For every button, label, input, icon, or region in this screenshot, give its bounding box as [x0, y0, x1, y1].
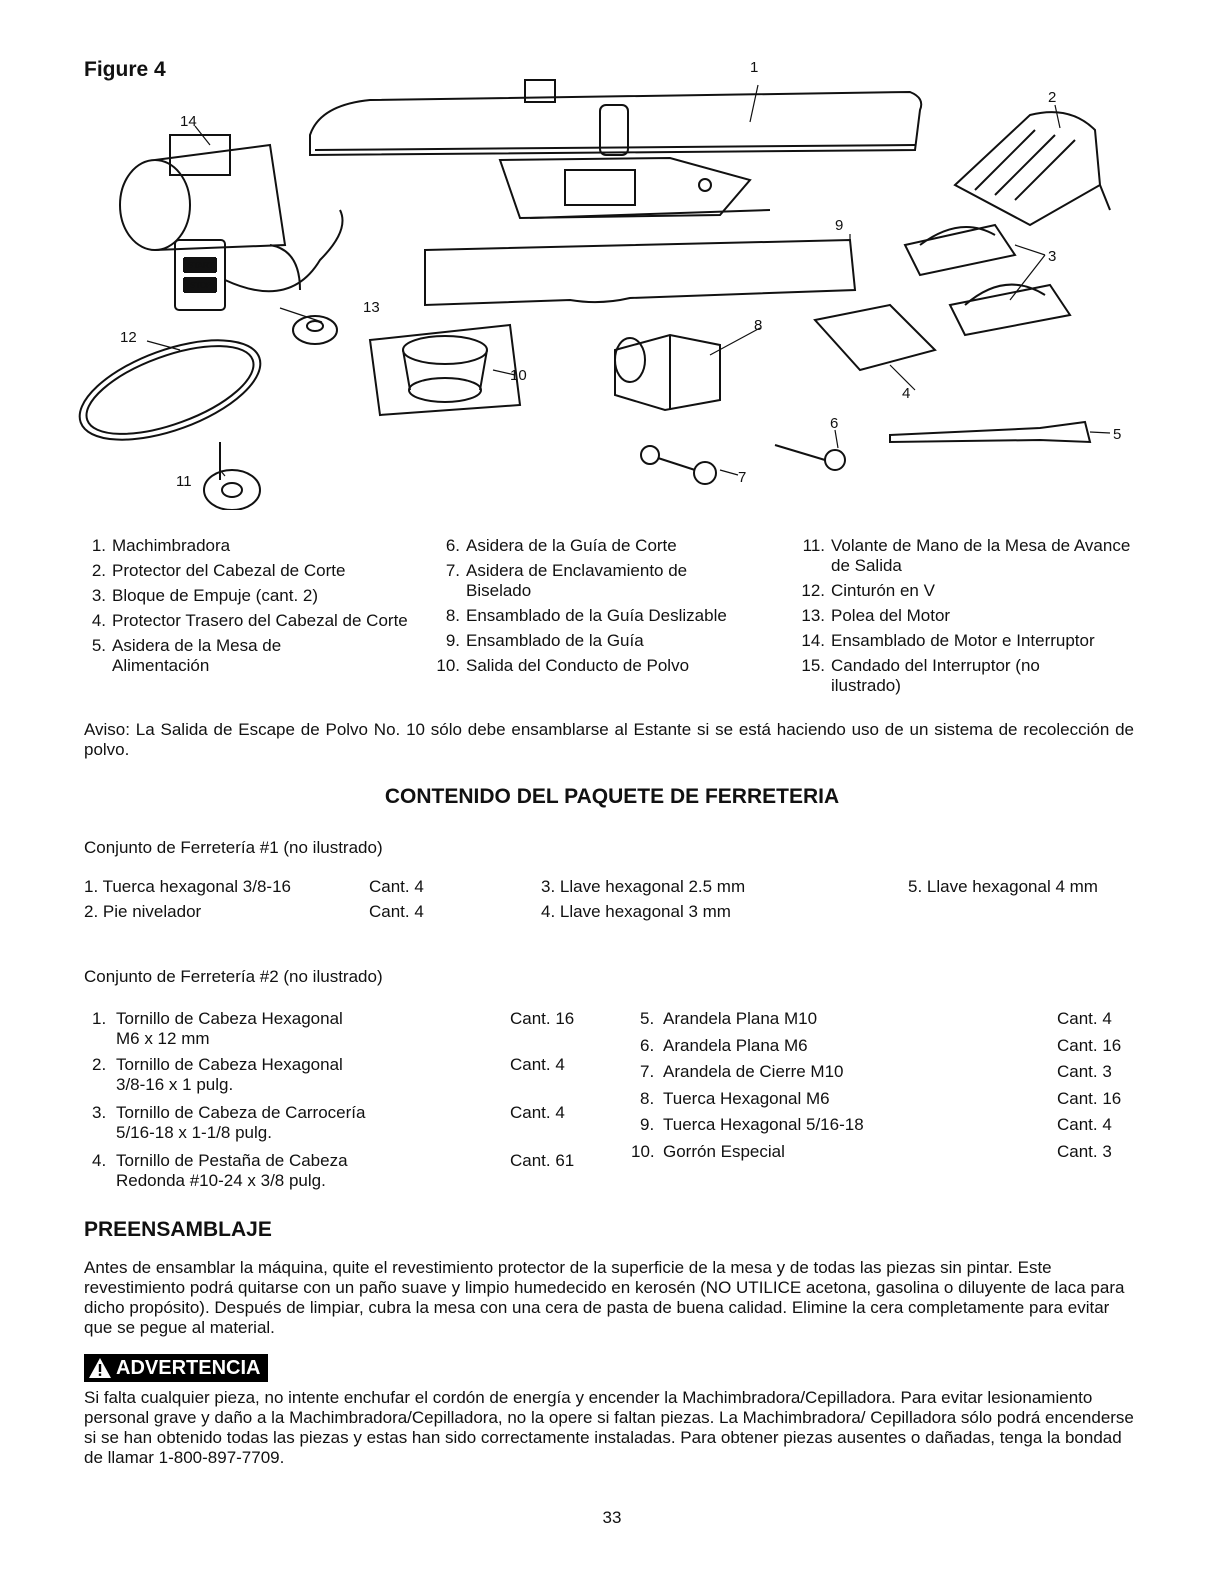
callout-8: 8	[754, 317, 763, 334]
item-description: Tornillo de Pestaña de Cabeza	[116, 1151, 348, 1170]
warning-label: ADVERTENCIA	[116, 1356, 261, 1379]
quantity-cell: Cant. 4	[1057, 1009, 1112, 1028]
list-item: 8. Ensamblado de la Guía Deslizable	[445, 606, 727, 625]
item-number: 10.	[631, 1142, 655, 1161]
page-number: 33	[602, 1508, 622, 1527]
parts-list-column-3	[797, 536, 1142, 701]
preassembly-text: Antes de ensamblar la máquina, quite el revestimiento protector de la superficie de la mesa y de todas las piezas sin pintar. Este revestimiento podrá quitarse con un paño suave y limpio humedecido en kerosén (NO UTILICE acetona, gasolina o diluyente de laca para dicho propósito). Después de limpiar, cubra la mesa con una cera de pasta de buena calidad. Elimine la cera completamente para evitar que se pegue al material.	[84, 1258, 1125, 1337]
item-number: 9.	[640, 1115, 655, 1134]
table-row: 3. Llave hexagonal 2.5 mm	[541, 877, 746, 896]
quantity-cell: Cant. 3	[1057, 1062, 1112, 1081]
quantity-cell: Cant. 16	[1057, 1036, 1122, 1055]
list-item: 9. Ensamblado de la Guía	[445, 631, 644, 650]
item-description: Redonda #10-24 x 3/8 pulg.	[116, 1171, 326, 1190]
motor-drawing	[120, 135, 343, 310]
figure-title: Figure 4	[84, 58, 166, 81]
table-row: 5. Llave hexagonal 4 mm	[908, 877, 1098, 896]
table-row: 2. Pie nivelador	[84, 902, 202, 921]
quantity-cell: Cant. 61	[510, 1151, 575, 1170]
item-description: 3/8-16 x 1 pulg.	[116, 1075, 234, 1094]
slide-fence-drawing	[615, 335, 720, 410]
quantity-cell: Cant. 3	[1057, 1142, 1112, 1161]
list-item: 2. Protector del Cabezal de Corte	[91, 561, 346, 580]
list-item: 12. Cinturón en V	[801, 581, 935, 600]
rear-guard-drawing	[815, 305, 935, 370]
bevel-handle-drawing	[641, 446, 716, 484]
list-item: 10. Salida del Conducto de Polvo	[436, 656, 690, 675]
fence-handle-drawing	[775, 445, 845, 470]
callout-1: 1	[750, 59, 759, 76]
item-description: Arandela Plana M10	[663, 1009, 818, 1028]
dust-chute-drawing	[370, 325, 520, 415]
stop-button-label: STOP	[190, 281, 212, 290]
item-description: Tornillo de Cabeza Hexagonal	[116, 1055, 343, 1074]
callout-6: 6	[830, 415, 839, 432]
quantity-cell: Cant. 4	[369, 877, 424, 896]
callout-12: 12	[120, 329, 137, 346]
callout-5: 5	[1113, 426, 1122, 443]
item-description: 5/16-18 x 1-1/8 pulg.	[116, 1123, 272, 1142]
callout-11: 11	[176, 473, 192, 490]
item-number: 3.	[92, 1103, 107, 1122]
warning-triangle-icon	[88, 1357, 112, 1379]
callout-2: 2	[1048, 89, 1057, 106]
quantity-cell: Cant. 16	[510, 1009, 575, 1028]
parts-list-column-1	[78, 536, 418, 681]
list-item: 11. Volante de Mano de la Mesa de Avance de Salida	[802, 536, 1131, 575]
table-row: 1. Tuerca hexagonal 3/8-16	[84, 877, 291, 896]
callout-13: 13	[363, 299, 380, 316]
list-item: 1. Machimbradora	[91, 536, 231, 555]
quantity-cell: Cant. 4	[510, 1055, 565, 1074]
push-block-drawing	[905, 225, 1070, 335]
item-description: Tuerca Hexagonal M6	[663, 1089, 830, 1108]
quantity-cell: Cant. 4	[1057, 1115, 1112, 1134]
infeed-handle-drawing	[890, 422, 1090, 442]
start-button-label: START	[188, 261, 214, 270]
quantity-cell: Cant. 4	[510, 1103, 565, 1122]
parts-illustration	[70, 50, 1170, 510]
handwheel-drawing	[204, 442, 260, 510]
item-number: 4.	[92, 1151, 107, 1170]
warning-badge	[84, 1354, 268, 1382]
preassembly-heading: PREENSAMBLAJE	[84, 1218, 272, 1241]
item-description: Tornillo de Cabeza Hexagonal	[116, 1009, 343, 1028]
callout-3: 3	[1048, 248, 1057, 265]
callout-9: 9	[835, 217, 844, 234]
warning-text: Si falta cualquier pieza, no intente enchufar el cordón de energía y encender la Machimbradora/Cepilladora. Para evitar lesionamiento personal grave y daño a la Machimbradora/Cepilladora, no la opere si faltan piezas. La Machimbradora/ Cepilladora sólo podrá encenderse si se han obtenido todas las piezas y estas han sido correctamente instaladas. Para obtener piezas ausentes o dañadas, tenga la bondad de llamar 1-800-897-7709.	[84, 1388, 1134, 1467]
list-item: 3. Bloque de Empuje (cant. 2)	[91, 586, 319, 605]
hardware-set-1-label: Conjunto de Ferretería #1 (no ilustrado)	[84, 838, 383, 857]
item-number: 7.	[640, 1062, 655, 1081]
callout-14: 14	[180, 113, 197, 130]
parts-list-column-2	[432, 536, 782, 681]
hardware-section-title: CONTENIDO DEL PAQUETE DE FERRETERIA	[384, 785, 840, 808]
jointer-drawing	[310, 80, 921, 218]
item-description: Gorrón Especial	[663, 1142, 785, 1161]
list-item: 5. Asidera de la Mesa de Alimentación	[91, 636, 282, 675]
quantity-cell: Cant. 16	[1057, 1089, 1122, 1108]
callout-4: 4	[902, 385, 911, 402]
item-description: M6 x 12 mm	[116, 1029, 210, 1048]
quantity-cell: Cant. 4	[369, 902, 424, 921]
list-item: 4. Protector Trasero del Cabezal de Corte	[91, 611, 408, 630]
item-description: Tuerca Hexagonal 5/16-18	[663, 1115, 864, 1134]
dust-notice: Aviso: La Salida de Escape de Polvo No. 10 sólo debe ensamblarse al Estante si se está haciendo uso de un sistema de recolección de polvo.	[84, 720, 1134, 759]
hardware-set-2-label: Conjunto de Ferretería #2 (no ilustrado)	[84, 967, 383, 986]
item-number: 6.	[640, 1036, 655, 1055]
cutterhead-guard-drawing	[955, 112, 1110, 225]
list-item: 7. Asidera de Enclavamiento de Biselado	[445, 561, 688, 600]
item-description: Arandela de Cierre M10	[663, 1062, 844, 1081]
list-item: 15. Candado del Interruptor (no ilustrado)	[801, 656, 1040, 695]
item-number: 5.	[640, 1009, 655, 1028]
item-number: 1.	[92, 1009, 107, 1028]
item-number: 8.	[640, 1089, 655, 1108]
item-number: 2.	[92, 1055, 107, 1074]
fence-drawing	[425, 240, 855, 305]
item-description: Arandela Plana M6	[663, 1036, 808, 1055]
callout-7: 7	[738, 469, 747, 486]
list-item: 13. Polea del Motor	[801, 606, 951, 625]
item-description: Tornillo de Cabeza de Carrocería	[116, 1103, 366, 1122]
list-item: 6. Asidera de la Guía de Corte	[445, 536, 677, 555]
callout-10: 10	[510, 367, 527, 384]
table-row: 4. Llave hexagonal 3 mm	[541, 902, 731, 921]
list-item: 14. Ensamblado de Motor e Interruptor	[801, 631, 1095, 650]
